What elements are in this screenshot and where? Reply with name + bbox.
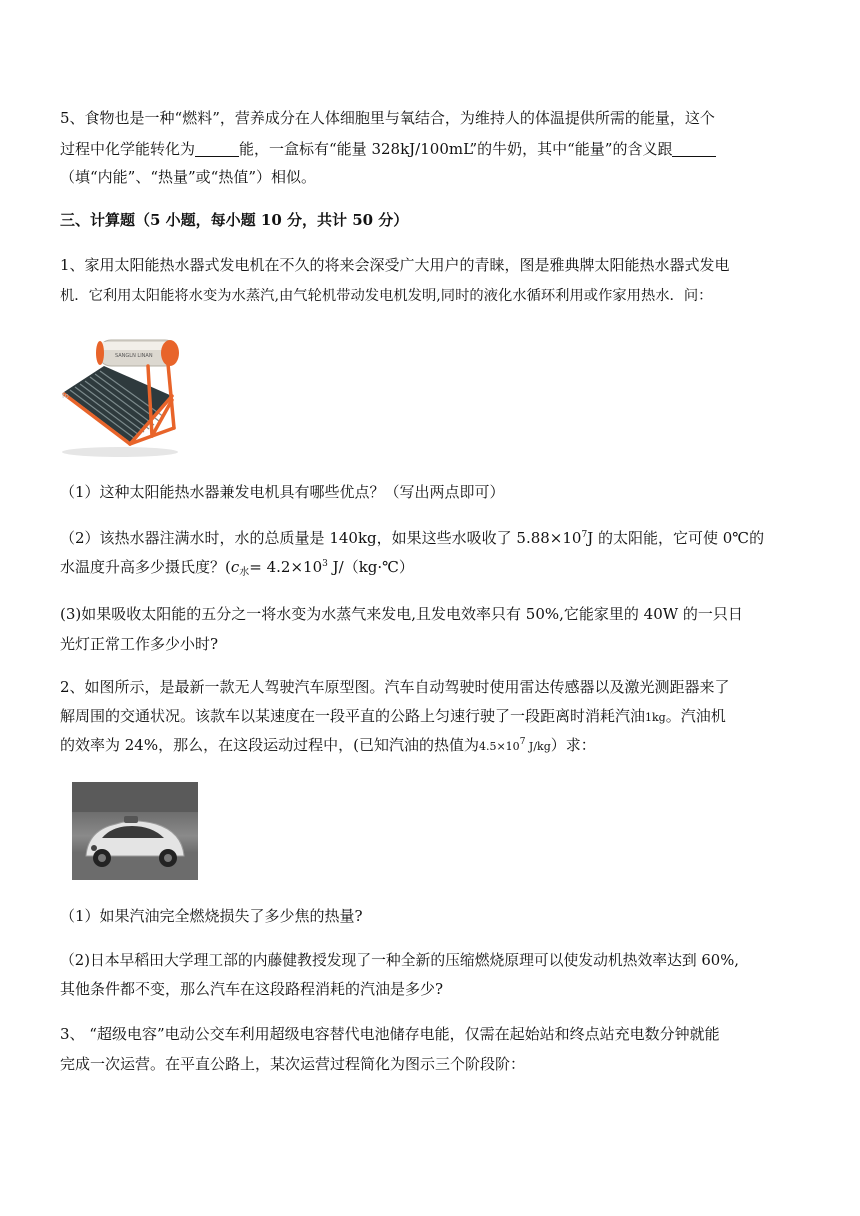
watermark-text: fo <box>62 392 69 400</box>
c2-line-2a: 解周围的交通状况。该款车以某速度在一段平直的公路上匀速行驶了一段距离时消耗汽油 <box>60 707 646 725</box>
c1-part-2a-text-end: J 的太阳能，它可使 0℃的 <box>587 529 765 547</box>
q5-line-2b: 能，一盒标有“能量 328kJ/100mL”的牛奶，其中“能量”的含义跟 <box>239 140 673 158</box>
c2-line-3 <box>60 734 596 758</box>
c1-part-2b-value: = 4.2×10 <box>249 558 323 576</box>
c2-line-2c: 。汽油机 <box>665 707 726 725</box>
c1-line-2: 机．它利用太阳能将水变为水蒸汽,由气轮机带动发电机发明,同时的液化水循环利用或作家用热水．问： <box>60 288 713 304</box>
q5-line-3: （填“内能”、“热量”或“热值”）相似。 <box>60 168 317 186</box>
q5-line-2a: 过程中化学能转化为 <box>60 140 196 158</box>
section-heading: 三、计算题（5 小题，每小题 10 分，共计 50 分） <box>60 211 409 229</box>
c1-part-3-line-2: 光灯正常工作多少小时? <box>60 635 219 653</box>
fuel-mass: 1kg <box>645 711 666 724</box>
answer-blank-2[interactable] <box>672 142 716 157</box>
c3-line-2: 完成一次运营。在平直公路上，某次运营过程简化为图示三个阶段阶： <box>60 1055 526 1073</box>
c2-line-3a: 的效率为 24%，那么，在这段运动过程中，(已知汽油的热值为 <box>60 736 479 754</box>
c2-part-1: （1）如果汽油完全燃烧损失了多少焦的热量? <box>60 907 363 925</box>
c1-part-3-line-1: (3)如果吸收太阳能的五分之一将水变为水蒸气来发电,且发电效率只有 50%,它能家里的 40W 的一只日 <box>60 605 743 623</box>
c1-part-2b-unit: J/（kg·℃） <box>327 558 414 576</box>
c2-line-2 <box>60 705 726 729</box>
c2-part-2-line-2: 其他条件都不变，那么汽车在这段路程消耗的汽油是多少? <box>60 980 444 998</box>
c1-part-2-line-1 <box>60 527 764 549</box>
self-driving-car-image <box>72 782 198 880</box>
self-driving-car-drawing <box>72 782 198 880</box>
c2-line-3d: ）求： <box>550 736 596 754</box>
c1-part-2b-text: 水温度升高多少摄氏度？( <box>60 558 231 576</box>
c1-line-1: 1、家用太阳能热水器式发电机在不久的将来会深受广大用户的青睐，图是雅典牌太阳能热水器式发电 <box>60 256 730 274</box>
q5-line-1: 5、食物也是一种“燃料”，营养成分在人体细胞里与氧结合，为维持人的体温提供所需的能量，这个 <box>60 109 715 127</box>
symbol-subscript: 水 <box>239 567 250 578</box>
solar-water-heater-drawing <box>60 330 190 460</box>
heat-value-unit: J/kg <box>525 740 551 753</box>
c2-line-1: 2、如图所示，是最新一款无人驾驶汽车原型图。汽车自动驾驶时使用雷达传感器以及激光测距器来了 <box>60 678 730 696</box>
exponent: 3 <box>322 559 328 569</box>
exponent: 7 <box>519 737 526 747</box>
c1-part-2a-text: （2）该热水器注满水时，水的总质量是 140kg，如果这些水吸收了 5.88×10 <box>60 529 582 547</box>
solar-water-heater-image <box>60 330 190 460</box>
q5-line-2 <box>60 138 716 160</box>
c2-part-2-line-1: （2)日本早稻田大学理工部的内藤健教授发现了一种全新的压缩燃烧原理可以使发动机热效率达到 60%, <box>60 952 739 969</box>
heat-value: 4.5×10 <box>478 740 520 753</box>
exponent: 7 <box>581 530 588 540</box>
brand-label: SANGLN LINAN <box>115 353 153 359</box>
c1-part-1: （1）这种太阳能热水器兼发电机具有哪些优点？（写出两点即可） <box>60 483 505 501</box>
answer-blank-1[interactable] <box>195 142 239 157</box>
c3-line-1: 3、 “超级电容”电动公交车利用超级电容替代电池储存电能，仅需在起始站和终点站充电数分钟就能 <box>60 1025 720 1043</box>
c1-part-2-line-2 <box>60 556 414 584</box>
symbol-c: c <box>230 558 240 576</box>
